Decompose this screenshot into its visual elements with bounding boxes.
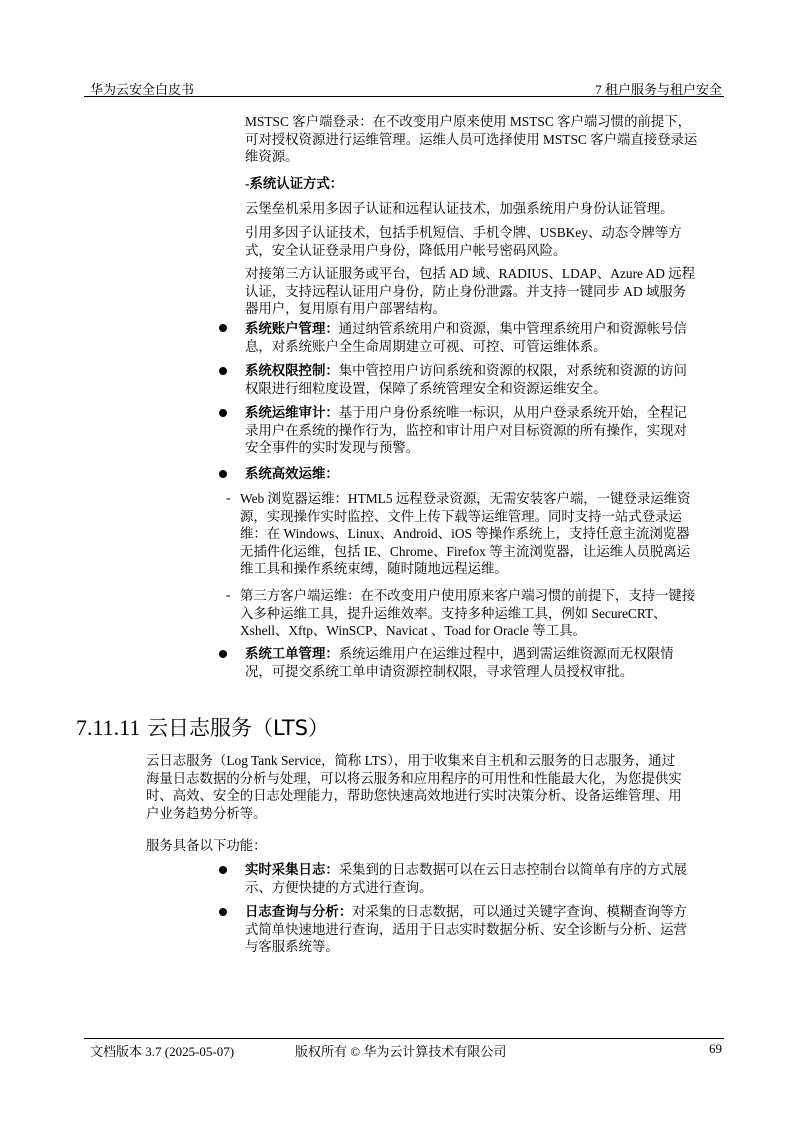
- feature-realtime-collection: 实时采集日志：采集到的日志数据可以在云日志控制台以简单有序的方式展 示、方便快捷的方式进行查询。: [245, 862, 687, 895]
- dash-marker: -: [226, 587, 231, 602]
- bullet-ticket-management: 系统工单管理：系统运维用户在运维过程中，遇到需运维资源而无权限情 况，可提交系统工单申请资源控制权限，寻求管理人员授权审批。: [245, 646, 674, 679]
- feature-log-query-analysis: 日志查询与分析：对采集的日志数据，可以通过关键字查询、模糊查询等方 式简单快速地进行查询，适用于日志实时数据分析、安全诊断与分析、运营 与客服系统等。: [245, 904, 687, 954]
- section-heading: [76, 712, 329, 742]
- dash-web-browser-ops: Web 浏览器运维：HTML5 远程登录资源，无需安装客户端，一键登录运维资 源，实现操作实时监控、文件上传下载等运维管理。同时支持一站式登录运 维：在 Windows、Linux、Android、iOS 等操作系统上，支持任意主流浏览器 无插件化运维，包括 IE、Chrome、Firefox 等主流浏览器，让运维人员脱离运 维工具和操作系统束缚，随时随地远程运维。: [240, 491, 691, 576]
- header-doc-title: 华为云安全白皮书: [90, 82, 195, 97]
- header-chapter-title: 7 租户服务与租户安全: [595, 82, 722, 97]
- bullet-marker: [219, 324, 227, 332]
- auth-method-heading: -系统认证方式：: [245, 176, 344, 191]
- page-header: [84, 78, 724, 97]
- section-number: 7.11.11: [76, 715, 141, 740]
- auth-paragraph-3: 对接第三方认证服务或平台，包括 AD 域、RADIUS、LDAP、Azure AD 远程 认证，支持远程认证用户身份，防止身份泄露。并支持一键同步 AD 域服务 器用户，复用原有用户部署结构。: [245, 266, 696, 316]
- section-intro: 云日志服务（Log Tank Service，简称 LTS），用于收集来自主机和云服务的日志服务，通过 海量日志数据的分析与处理，可以将云服务和应用程序的可用性和性能最大化，为您提供实 时、高效、安全的日志处理能力，帮助您快速高效地进行实时决策分析、设备运维管理、用 户业务趋势分析等。: [146, 753, 682, 821]
- bullet-marker: [219, 866, 227, 874]
- page-footer: [84, 1038, 724, 1059]
- bullet-account-management: 系统账户管理：通过纳管系统用户和资源，集中管理系统用户和资源帐号信 息，对系统账户全生命周期建立可视、可控、可管运维体系。: [245, 321, 687, 354]
- section-title: 云日志服务（LTS）: [147, 716, 330, 740]
- bullet-marker: [219, 908, 227, 916]
- bullet-marker: [219, 409, 227, 417]
- auth-paragraph-1: 云堡垒机采用多因子认证和远程认证技术，加强系统用户身份认证管理。: [245, 201, 674, 216]
- dash-marker: -: [226, 490, 231, 505]
- bullet-permission-control: 系统权限控制：集中管控用户访问系统和资源的权限，对系统和资源的访问 权限进行细粒度设置，保障了系统管理安全和资源运维安全。: [245, 363, 687, 396]
- bullet-marker: [219, 470, 227, 478]
- dash-third-party-client-ops: 第三方客户端运维：在不改变用户使用原来客户端习惯的前提下，支持一键接 入多种运维工具，提升运维效率。支持多种运维工具，例如 SecureCRT、 Xshell、Xftp、WinSCP、Navicat 、Toad for Oracle 等工具。: [240, 588, 696, 638]
- bullet-marker: [219, 650, 227, 658]
- bullet-marker: [219, 367, 227, 375]
- features-intro: 服务具备以下功能：: [146, 838, 267, 853]
- bullet-ops-audit: 系统运维审计：基于用户身份系统唯一标识，从用户登录系统开始，全程记 录用户在系统的操作行为，监控和审计用户对目标资源的所有操作，实现对 安全事件的实时发现与预警。: [245, 405, 687, 455]
- footer-page-number: 69: [709, 1041, 722, 1056]
- footer-copyright: 版权所有 © 华为云计算技术有限公司: [295, 1044, 507, 1059]
- footer-version: 文档版本 3.7 (2025-05-07): [90, 1044, 235, 1059]
- auth-paragraph-2: 引用多因子认证技术，包括手机短信、手机令牌、USBKey、动态令牌等方 式，安全认证登录用户身份，降低用户帐号密码风险。: [245, 225, 682, 258]
- bullet-efficient-ops: 系统高效运维：: [245, 466, 339, 481]
- mstsc-paragraph: MSTSC 客户端登录：在不改变用户原来使用 MSTSC 客户端习惯的前提下， 可对授权资源进行运维管理。运维人员可选择使用 MSTSC 客户端直接登录运 维资源。: [245, 114, 698, 164]
